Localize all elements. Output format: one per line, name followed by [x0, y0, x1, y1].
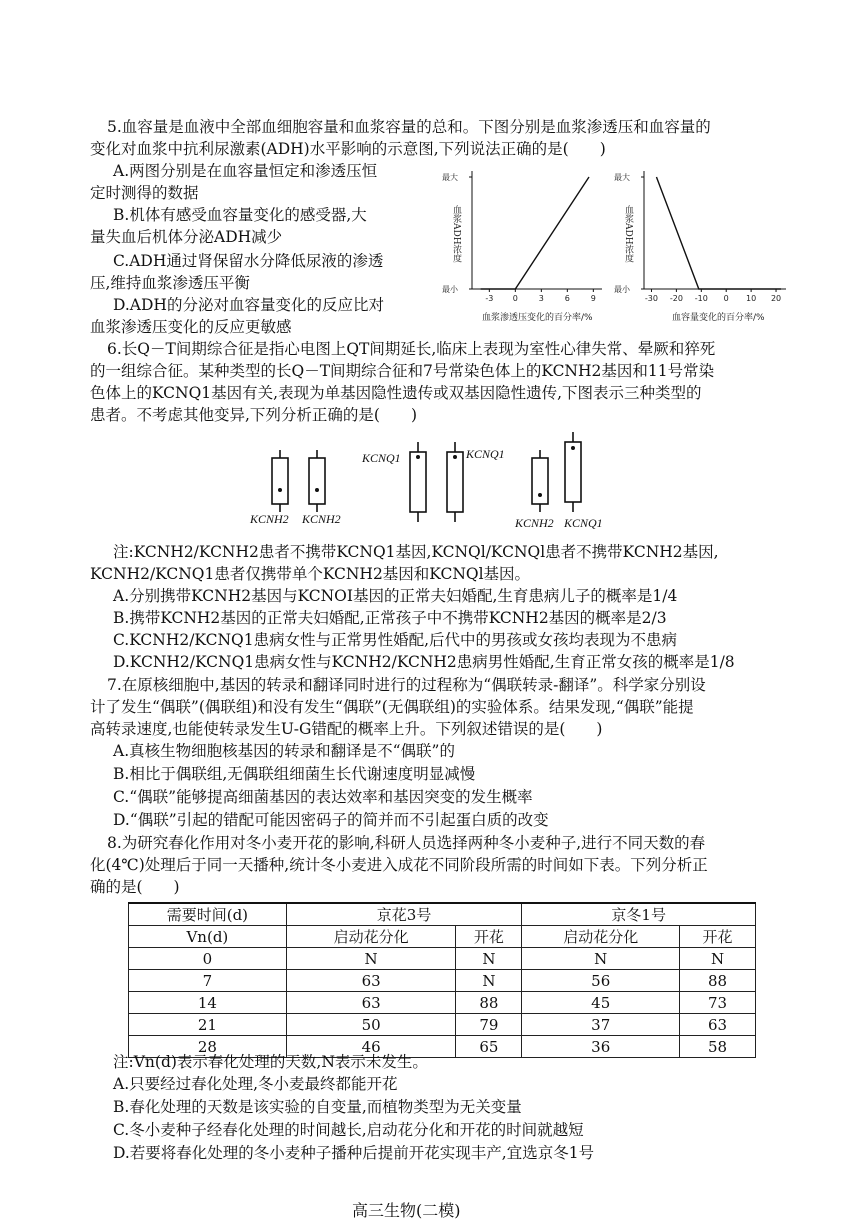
- q8-option-c: C.冬小麦种子经春化处理的时间越长,启动花分化和开花的时间就越短: [113, 1121, 584, 1139]
- chart1-xtick-label: 0: [512, 294, 518, 303]
- table-cell: 58: [680, 1036, 756, 1058]
- table-group-1: 京花3号: [286, 903, 522, 926]
- chart1-ytick-min: 最小: [442, 285, 458, 294]
- table-cell: N: [456, 970, 522, 992]
- table-cell: 79: [456, 1014, 522, 1036]
- table-cell: 46: [286, 1036, 456, 1058]
- gene-locus-1b: [315, 488, 319, 492]
- table-row: [129, 992, 756, 1014]
- q5-option-b-line1: B.机体有感受血容量变化的感受器,大: [113, 206, 367, 224]
- table-sub-header: 启动花分化: [522, 926, 680, 948]
- gene-locus-3a: [538, 493, 542, 497]
- table-row: [129, 1014, 756, 1036]
- q6-option-d: D.KCNH2/KCNQ1患病女性与KCNH2/KCNH2患病男性婚配,生育正常女孩的概率是1/8: [113, 653, 735, 671]
- table-cell: 88: [456, 992, 522, 1014]
- chart2-xtick-label: -20: [669, 294, 683, 303]
- table-row: [129, 948, 756, 970]
- q5-stem-line1: 5.血容量是血液中全部血细胞容量和血浆容量的总和。下图分别是血浆渗透压和血容量的: [107, 118, 711, 136]
- adh-bloodvolume-chart: [612, 165, 794, 325]
- table-cell: 7: [129, 970, 287, 992]
- chart1-xtick-label: 3: [538, 294, 544, 303]
- table-cell: 45: [522, 992, 680, 1014]
- table-corner-bottom: Vn(d): [129, 926, 287, 948]
- q7-stem-line3: 高转录速度,也能使转录发生U-G错配的概率上升。下列叙述错误的是( ): [90, 720, 603, 738]
- q5-option-c-line2: 压,维持血浆渗透压平衡: [90, 274, 250, 292]
- table-cell: 36: [522, 1036, 680, 1058]
- table-cell: 88: [680, 970, 756, 992]
- gene-locus-2a: [416, 455, 420, 459]
- table-cell: 50: [286, 1014, 456, 1036]
- q7-stem-line1: 7.在原核细胞中,基因的转录和翻译同时进行的过程称为“偶联转录-翻译”。科学家分别设: [107, 676, 706, 694]
- q8-option-d: D.若要将春化处理的冬小麦种子播种后提前开花实现丰产,宜选京冬1号: [113, 1144, 595, 1162]
- table-cell: N: [286, 948, 456, 970]
- q8-option-a: A.只要经过春化处理,冬小麦最终都能开花: [113, 1075, 398, 1093]
- table-sub-header: 开花: [680, 926, 756, 948]
- chart2-xtick-label: 10: [746, 294, 757, 303]
- q6-note-line1: 注:KCNH2/KCNH2患者不携带KCNQ1基因,KCNQl/KCNQl患者不携带KCNH2基因,: [113, 543, 719, 561]
- chart1-xtick-label: 6: [564, 294, 570, 303]
- q5-option-a-line2: 定时测得的数据: [90, 184, 199, 202]
- chart2-svg: [612, 165, 794, 305]
- gene-label-1b: KCNH2: [302, 512, 341, 526]
- q5-option-d-line2: 血浆渗透压变化的反应更敏感: [90, 318, 292, 336]
- gene-label-3a: KCNH2: [515, 516, 554, 530]
- table-cell: 21: [129, 1014, 287, 1036]
- table-cell: 37: [522, 1014, 680, 1036]
- gene-label-1a: KCNH2: [250, 512, 289, 526]
- table-cell: 63: [680, 1014, 756, 1036]
- chart2-xtick-label: 20: [770, 294, 782, 303]
- chart1-data-line: [481, 177, 589, 289]
- chromosome-1a: [272, 458, 288, 504]
- q6-stem-line1: 6.长Q－T间期综合征是指心电图上QT间期延长,临床上表现为室性心律失常、晕厥和猝死: [107, 340, 716, 358]
- q8-option-b: B.春化处理的天数是该实验的自变量,而植物类型为无关变量: [113, 1098, 522, 1116]
- q5-stem-line2: 变化对血浆中抗利尿激素(ADH)水平影响的示意图,下列说法正确的是( ): [90, 140, 606, 158]
- chromosome-3a: [532, 458, 548, 504]
- gene-locus-1a: [278, 488, 282, 492]
- table-cell: 28: [129, 1036, 287, 1058]
- chart1-ytick-max: 最大: [442, 173, 458, 182]
- chromosome-1b: [309, 458, 325, 504]
- q7-option-c: C.“偶联”能够提高细菌基因的表达效率和基因突变的发生概率: [113, 788, 533, 806]
- table-sub-header: 开花: [456, 926, 522, 948]
- gene-label-2b: KCNQ1: [466, 447, 505, 461]
- q8-stem-line3: 确的是( ): [90, 878, 180, 896]
- q8-stem-line2: 化(4℃)处理后于同一天播种,统计冬小麦进入成花不同阶段所需的时间如下表。下列分析正: [90, 856, 708, 874]
- q5-option-a-line1: A.两图分别是在血容量恒定和渗透压恒: [113, 162, 378, 180]
- chromosome-2b: [447, 452, 463, 512]
- chart2-xtick-label: 0: [723, 294, 729, 303]
- table-cell: 63: [286, 970, 456, 992]
- table-row: [129, 970, 756, 992]
- table-cell: N: [522, 948, 680, 970]
- q6-option-a: A.分别携带KCNH2基因与KCNOI基因的正常夫妇婚配,生育患病儿子的概率是1/4: [113, 587, 678, 605]
- table-sub-header: 启动花分化: [286, 926, 456, 948]
- q7-option-d: D.“偶联”引起的错配可能因密码子的简并而不引起蛋白质的改变: [113, 811, 549, 829]
- q6-option-c: C.KCNH2/KCNQ1患病女性与正常男性婚配,后代中的男孩或女孩均表现为不患病: [113, 631, 678, 649]
- table-cell: 73: [680, 992, 756, 1014]
- chart2-xtick-label: -30: [644, 294, 659, 303]
- q6-stem-line2: 的一组综合征。某种类型的长Q－T间期综合征和7号常染色体上的KCNH2基因和11号常染: [90, 362, 715, 380]
- q5-option-b-line2: 量失血后机体分泌ADH减少: [90, 228, 283, 246]
- q7-option-b: B.相比于偶联组,无偶联组细菌生长代谢速度明显减慢: [113, 765, 476, 783]
- chart2-xtick-label: -10: [694, 294, 708, 303]
- table-subheader-row: [129, 926, 756, 948]
- q8-stem-line1: 8.为研究春化作用对冬小麦开花的影响,科研人员选择两种冬小麦种子,进行不同天数的春: [107, 834, 706, 852]
- table-cell: 56: [522, 970, 680, 992]
- q6-option-b: B.携带KCNH2基因的正常夫妇婚配,正常孩子中不携带KCNH2基因的概率是2/3: [113, 609, 667, 627]
- gene-locus-3b: [571, 446, 575, 450]
- q8-note: 注:Vn(d)表示春化处理的天数,N表示未发生。: [113, 1053, 428, 1071]
- chart1-xtick-label: -3: [485, 294, 494, 303]
- chromosome-3b: [565, 442, 581, 502]
- gene-label-2a: KCNQ1: [362, 451, 401, 465]
- chart2-data-line: [656, 177, 781, 289]
- q6-note-line2: KCNH2/KCNQ1患者仅携带单个KCNH2基因和KCNQl基因。: [90, 565, 531, 583]
- chart2-ytick-min: 最小: [614, 285, 630, 294]
- chromosome-2a: [410, 452, 426, 512]
- table-cell: 0: [129, 948, 287, 970]
- q7-option-a: A.真核生物细胞核基因的转录和翻译是不“偶联”的: [113, 742, 455, 760]
- chart1-xlabel: 血浆渗透压变化的百分率/%: [482, 313, 593, 323]
- table-group-2: 京冬1号: [522, 903, 756, 926]
- table-cell: N: [456, 948, 522, 970]
- q5-option-c-line1: C.ADH通过肾保留水分降低尿液的渗透: [113, 252, 384, 270]
- q6-stem-line3: 色体上的KCNQ1基因有关,表现为单基因隐性遗传或双基因隐性遗传,下图表示三种类型的: [90, 384, 702, 402]
- table-header-row: [129, 903, 756, 926]
- table-cell: N: [680, 948, 756, 970]
- table-corner-top: 需要时间(d): [129, 903, 287, 926]
- adh-osmolarity-chart: [440, 165, 610, 325]
- chart1-ylabel: 血浆ADH浓度: [451, 205, 461, 263]
- q6-stem-line4: 患者。不考虑其他变异,下列分析正确的是( ): [90, 406, 418, 424]
- gene-label-3b: KCNQ1: [564, 516, 603, 530]
- chart1-xtick-label: 9: [590, 294, 596, 303]
- table-cell: 65: [456, 1036, 522, 1058]
- gene-locus-2b: [453, 455, 457, 459]
- chart2-xlabel: 血容量变化的百分率/%: [672, 313, 765, 323]
- table-cell: 63: [286, 992, 456, 1014]
- chart2-ylabel: 血浆ADH浓度: [623, 205, 633, 263]
- chart1-svg: [440, 165, 610, 305]
- q5-option-d-line1: D.ADH的分泌对血容量变化的反应比对: [113, 296, 384, 314]
- vernalization-table: [128, 902, 756, 1058]
- table-cell: 14: [129, 992, 287, 1014]
- page-footer: 高三生物(二模): [352, 1201, 461, 1220]
- chart2-ytick-max: 最大: [614, 173, 630, 182]
- q7-stem-line2: 计了发生“偶联”(偶联组)和没有发生“偶联”(无偶联组)的实验体系。结果发现,“偶联”能提: [90, 698, 694, 716]
